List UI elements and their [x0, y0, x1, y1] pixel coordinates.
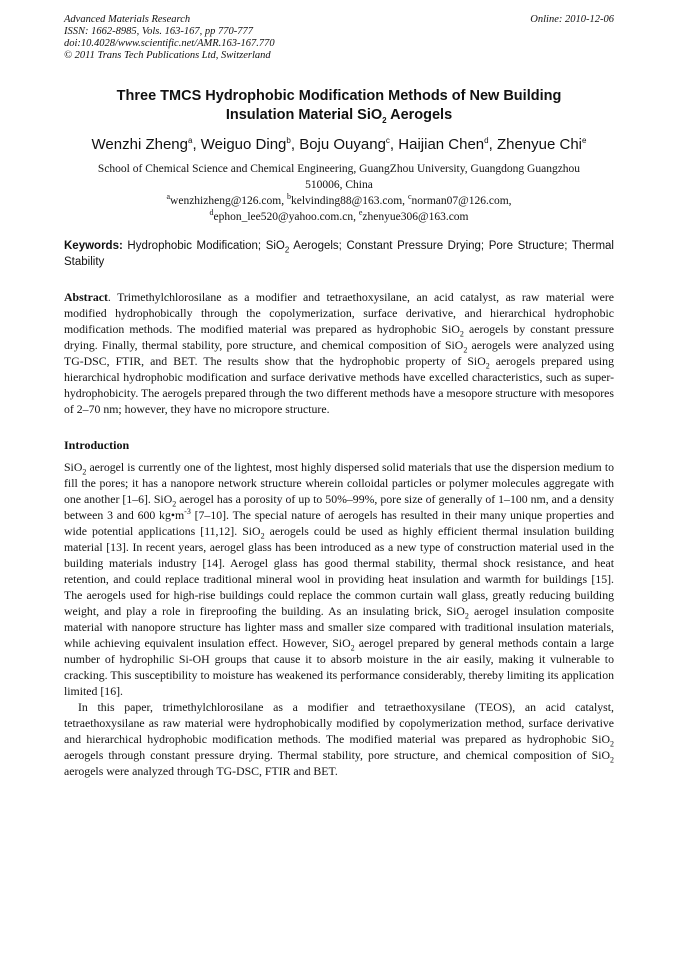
journal-copyright: © 2011 Trans Tech Publications Ltd, Switzerland	[64, 50, 271, 61]
author: Haijian Chen$^d$,	[398, 136, 497, 153]
introduction-paragraph-2: In this paper, trimethylchlorosilane as a modifier and tetraethoxysilane (TEOS), an acid catalyst, tetraethoxysilane as raw material were hydrophobically modified by copolymerization method, surface derivative and hierarchical hydrophobic modification methods. The modified material was prepared as hydrophobic SiO$_2$ aerogels through constant pressure drying. Thermal stability, pore structure, and chemical composition of SiO$_2$ aerogels were analyzed through TG-DSC, FTIR and BET.	[64, 700, 614, 778]
title-line-1: Three TMCS Hydrophobic Modification Methods of New Building	[116, 88, 562, 104]
affiliation-block	[64, 161, 614, 225]
abstract: Abstract. Trimethylchlorosilane as a modifier and tetraethoxysilane, an acid catalyst, as raw material were modified hydrophobically through the copolymerization, surface derivative, and hierarchical hydrophobic modification methods. The modified material was prepared as hydrophobic SiO$_2$ aerogels by constant pressure drying. Finally, thermal stability, pore structure, and chemical composition of SiO$_2$ aerogels were analyzed using TG-DSC, FTIR, and BET. The results show that the hydrophobic property of SiO$_2$ aerogels prepared using hierarchical hydrophobic modification and surface derivative methods have excelled characteristics, such as super-hydrophobicity. The aerogels prepared through the two different methods have a mesopore structure with mesopores of 2–70 nm; however, they have no micropore structure.	[64, 290, 614, 416]
journal-doi: doi:10.4028/www.scientific.net/AMR.163-167.770	[64, 38, 275, 49]
keywords: Keywords: Hydrophobic Modification; SiO$_2$ Aerogels; Constant Pressure Drying; Pore Structure; Thermal Stability	[64, 240, 614, 268]
email-link[interactable]: norman07@126.com,	[411, 195, 512, 207]
email-line-2: $^d$ephon_lee520@yahoo.com.cn, $^e$zhenyue306@163.com	[209, 208, 469, 223]
title-line-2: Insulation Material SiO$_2$ Aerogels	[225, 107, 453, 125]
journal-name: Advanced Materials Research	[64, 14, 191, 25]
email-line-1: $^a$wenzhizheng@126.com, $^b$kelvinding88@163.com, $^c$norman07@126.com,	[166, 192, 512, 207]
affiliation-line-2: 510006, China	[305, 179, 373, 191]
author-list	[64, 135, 614, 155]
author: Weiguo Ding$^b$,	[200, 136, 300, 153]
email-link[interactable]: zhenyue306@163.com	[362, 211, 469, 223]
email-link[interactable]: wenzhizheng@126.com,	[170, 195, 287, 207]
journal-issn: ISSN: 1662-8985, Vols. 163-167, pp 770-777	[64, 26, 253, 37]
abstract-label: Abstract	[64, 290, 108, 304]
section-heading-introduction: Introduction	[64, 438, 130, 452]
author: Wenzhi Zheng$^a$,	[91, 136, 201, 153]
paper-title	[64, 87, 614, 125]
keywords-label: Keywords:	[64, 240, 123, 252]
author: Zhenyue Chi$^e$	[496, 136, 587, 153]
email-link[interactable]: ephon_lee520@yahoo.com.cn,	[213, 211, 359, 223]
affiliation-line-1: School of Chemical Science and Chemical Engineering, GuangZhou University, Guangdong Guangzhou	[97, 163, 581, 175]
email-link[interactable]: kelvinding88@163.com,	[290, 195, 408, 207]
online-date: Online: 2010-12-06	[530, 14, 614, 25]
introduction-paragraph-1: SiO$_2$ aerogel is currently one of the lightest, most highly dispersed solid materials that use the dispersion medium to fill the pores; it has a nanopore network structure wherein colloidal particles or polymer molecules aggregate with one another [1–6]. SiO$_2$ aerogel has a porosity of up to 50%–99%, pore size of generally of 1–100 nm, and a density between 3 and 600 $kg•m^{-3}$ [7–10]. The special nature of aerogels has resulted in their many unique properties and wide potential applications [11,12]. SiO$_2$ aerogels could be used as highly efficient thermal insulation building material [13]. In recent years, aerogel glass has been introduced as a new type of construction material used in the building materials industry [14]. Aerogel glass has good thermal stability, thermal shock resistance, and heat retention, and could replace traditional mineral wool in providing heat insulation and warmth for buildings [15]. The aerogels used for high-rise buildings could replace the common curtain wall glass, greatly reducing building weight, and play a role in fireproofing the building. As an insulating brick, SiO$_2$ aerogel insulation composite material with nanopore structure has lighter mass and smaller size compared with traditional insulation materials, while achieving equivalent insulation effect. However, SiO$_2$ aerogel prepared by general methods contain a large number of hydrophilic Si-OH groups that cause it to absorb moisture in the air easily, making it vulnerable to cracking. This susceptibility to moisture has weakened its performance considerably, thereby limiting its application limited [16].	[64, 460, 615, 698]
journal-header	[64, 14, 614, 62]
author: Boju Ouyang$^c$,	[299, 136, 399, 153]
journal-info	[64, 14, 275, 62]
